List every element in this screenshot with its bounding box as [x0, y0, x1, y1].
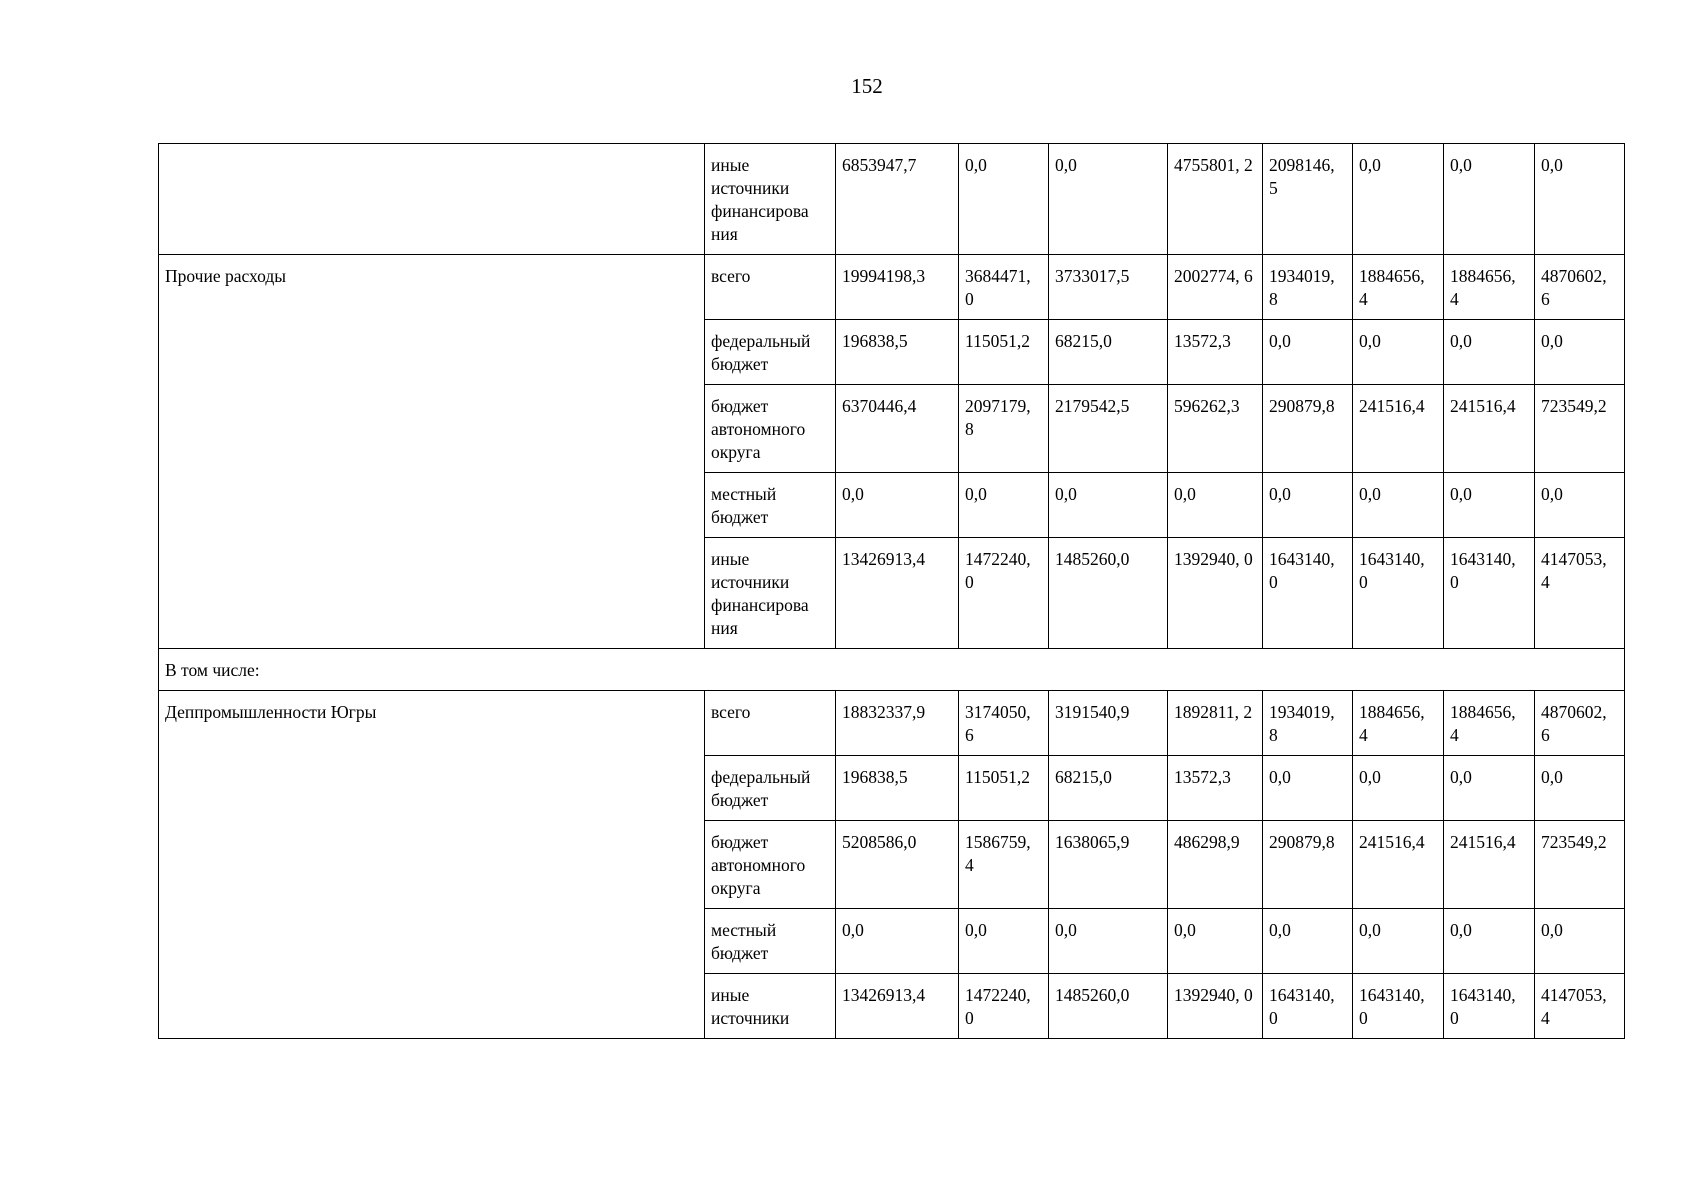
- value-cell: 0,0: [1444, 473, 1535, 538]
- value-cell: 1884656, 4: [1444, 255, 1535, 320]
- value-cell: 1934019, 8: [1263, 255, 1353, 320]
- value-cell: 0,0: [1535, 320, 1625, 385]
- value-cell: 0,0: [959, 473, 1049, 538]
- value-cell: 1884656, 4: [1353, 691, 1444, 756]
- value-cell: 0,0: [1353, 473, 1444, 538]
- value-cell: 3191540,9: [1049, 691, 1168, 756]
- value-cell: 0,0: [836, 909, 959, 974]
- value-cell: 0,0: [959, 909, 1049, 974]
- value-cell: 1638065,9: [1049, 821, 1168, 909]
- value-cell: 1472240, 0: [959, 538, 1049, 649]
- value-cell: 0,0: [1444, 320, 1535, 385]
- funding-source-cell: федеральный бюджет: [705, 756, 836, 821]
- value-cell: 6853947,7: [836, 144, 959, 255]
- value-cell: 486298,9: [1168, 821, 1263, 909]
- value-cell: 1392940, 0: [1168, 974, 1263, 1039]
- value-cell: 723549,2: [1535, 821, 1625, 909]
- value-cell: 1472240, 0: [959, 974, 1049, 1039]
- value-cell: 0,0: [1353, 909, 1444, 974]
- value-cell: 596262,3: [1168, 385, 1263, 473]
- table-row: [159, 255, 1625, 320]
- value-cell: 0,0: [1049, 909, 1168, 974]
- section-row: [159, 649, 1625, 691]
- value-cell: 6370446,4: [836, 385, 959, 473]
- value-cell: 0,0: [1168, 473, 1263, 538]
- value-cell: 1643140, 0: [1263, 538, 1353, 649]
- value-cell: 2002774, 6: [1168, 255, 1263, 320]
- value-cell: 4870602, 6: [1535, 255, 1625, 320]
- value-cell: 19994198,3: [836, 255, 959, 320]
- budget-table: [158, 143, 1625, 1039]
- value-cell: 0,0: [1444, 756, 1535, 821]
- value-cell: 196838,5: [836, 320, 959, 385]
- value-cell: 68215,0: [1049, 320, 1168, 385]
- value-cell: 13426913,4: [836, 538, 959, 649]
- value-cell: 0,0: [836, 473, 959, 538]
- value-cell: 2179542,5: [1049, 385, 1168, 473]
- value-cell: 241516,4: [1353, 385, 1444, 473]
- value-cell: 4147053, 4: [1535, 974, 1625, 1039]
- value-cell: 290879,8: [1263, 385, 1353, 473]
- value-cell: 196838,5: [836, 756, 959, 821]
- value-cell: 1643140, 0: [1263, 974, 1353, 1039]
- value-cell: 13572,3: [1168, 320, 1263, 385]
- value-cell: 115051,2: [959, 756, 1049, 821]
- value-cell: 241516,4: [1353, 821, 1444, 909]
- value-cell: 4147053, 4: [1535, 538, 1625, 649]
- funding-source-cell: бюджет автономного округа: [705, 385, 836, 473]
- value-cell: 0,0: [1263, 320, 1353, 385]
- value-cell: 0,0: [1353, 756, 1444, 821]
- value-cell: 1586759, 4: [959, 821, 1049, 909]
- value-cell: 0,0: [1535, 756, 1625, 821]
- value-cell: 241516,4: [1444, 821, 1535, 909]
- funding-source-cell: иные источники финансирова ния: [705, 538, 836, 649]
- item-name-cell: Прочие расходы: [159, 255, 705, 649]
- value-cell: 3174050, 6: [959, 691, 1049, 756]
- funding-source-cell: местный бюджет: [705, 909, 836, 974]
- funding-source-cell: местный бюджет: [705, 473, 836, 538]
- value-cell: 0,0: [1535, 144, 1625, 255]
- section-label: В том числе:: [159, 649, 1625, 691]
- table-row: [159, 144, 1625, 255]
- value-cell: 723549,2: [1535, 385, 1625, 473]
- value-cell: 18832337,9: [836, 691, 959, 756]
- value-cell: 2098146, 5: [1263, 144, 1353, 255]
- value-cell: 0,0: [1263, 909, 1353, 974]
- value-cell: 0,0: [1353, 320, 1444, 385]
- funding-source-cell: иные источники: [705, 974, 836, 1039]
- value-cell: 0,0: [1444, 909, 1535, 974]
- funding-source-cell: бюджет автономного округа: [705, 821, 836, 909]
- value-cell: 68215,0: [1049, 756, 1168, 821]
- funding-source-cell: федеральный бюджет: [705, 320, 836, 385]
- value-cell: 1643140, 0: [1353, 538, 1444, 649]
- value-cell: 1643140, 0: [1444, 538, 1535, 649]
- value-cell: 0,0: [1535, 909, 1625, 974]
- value-cell: 1392940, 0: [1168, 538, 1263, 649]
- value-cell: 0,0: [1263, 756, 1353, 821]
- value-cell: 0,0: [1444, 144, 1535, 255]
- value-cell: 4870602, 6: [1535, 691, 1625, 756]
- value-cell: 1884656, 4: [1444, 691, 1535, 756]
- value-cell: 0,0: [1049, 473, 1168, 538]
- value-cell: 13426913,4: [836, 974, 959, 1039]
- value-cell: 241516,4: [1444, 385, 1535, 473]
- value-cell: 13572,3: [1168, 756, 1263, 821]
- value-cell: 4755801, 2: [1168, 144, 1263, 255]
- value-cell: 1892811, 2: [1168, 691, 1263, 756]
- value-cell: 1934019, 8: [1263, 691, 1353, 756]
- value-cell: 1485260,0: [1049, 538, 1168, 649]
- value-cell: 290879,8: [1263, 821, 1353, 909]
- value-cell: 0,0: [1535, 473, 1625, 538]
- item-name-cell: Деппромышленности Югры: [159, 691, 705, 1039]
- value-cell: 3684471, 0: [959, 255, 1049, 320]
- funding-source-cell: всего: [705, 255, 836, 320]
- value-cell: 115051,2: [959, 320, 1049, 385]
- value-cell: 0,0: [1168, 909, 1263, 974]
- funding-source-cell: иные источники финансирова ния: [705, 144, 836, 255]
- value-cell: 1884656, 4: [1353, 255, 1444, 320]
- value-cell: 0,0: [959, 144, 1049, 255]
- value-cell: 3733017,5: [1049, 255, 1168, 320]
- value-cell: 5208586,0: [836, 821, 959, 909]
- table-row: [159, 691, 1625, 756]
- value-cell: 0,0: [1353, 144, 1444, 255]
- page-number: 152: [851, 74, 883, 98]
- value-cell: 0,0: [1049, 144, 1168, 255]
- value-cell: 1485260,0: [1049, 974, 1168, 1039]
- value-cell: 1643140, 0: [1353, 974, 1444, 1039]
- funding-source-cell: всего: [705, 691, 836, 756]
- value-cell: 1643140, 0: [1444, 974, 1535, 1039]
- value-cell: 0,0: [1263, 473, 1353, 538]
- value-cell: 2097179, 8: [959, 385, 1049, 473]
- item-name-cell: [159, 144, 705, 255]
